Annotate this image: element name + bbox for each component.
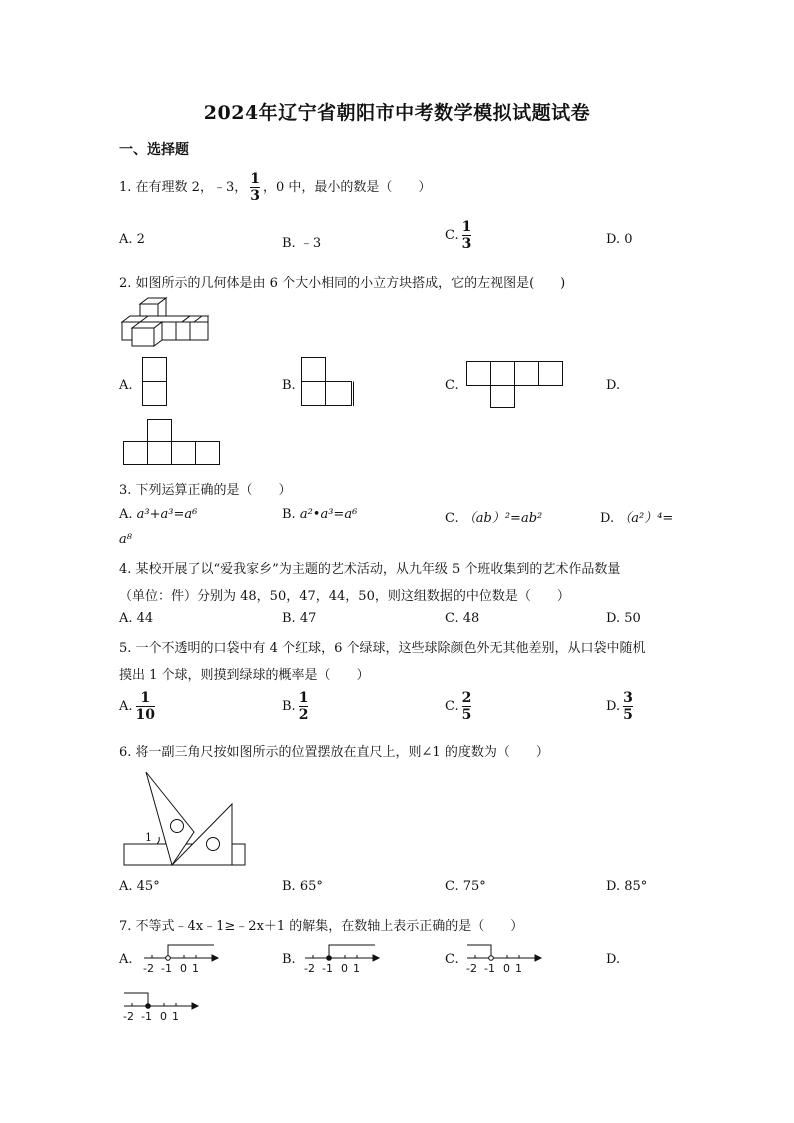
svg-text:-2: -2 <box>143 962 154 975</box>
svg-text:-1: -1 <box>141 1010 152 1023</box>
q3-option-b[interactable]: B. a²•a³=a⁶ <box>282 507 358 522</box>
q4-option-a[interactable]: A. 44 <box>119 611 154 626</box>
number-line-c <box>465 943 545 975</box>
section-heading: 一、选择题 <box>119 142 189 158</box>
svg-text:0: 0 <box>180 962 187 975</box>
q5-option-b[interactable]: B. $\frac{1}{2}$ <box>282 690 309 723</box>
q2-option-a[interactable]: A. <box>119 378 133 393</box>
svg-text:1: 1 <box>515 962 522 975</box>
question-6-stem: 6. 将一副三角尺按如图所示的位置摆放在直尺上，则∠1 的度数为（ ） <box>119 745 549 760</box>
question-4-stem-line2: （单位：件）分别为 48，50，47，44，50，则这组数据的中位数是（ ） <box>119 589 570 604</box>
svg-text:-1: -1 <box>322 962 333 975</box>
q4-option-c[interactable]: C. 48 <box>445 611 480 626</box>
svg-text:1: 1 <box>172 1010 179 1023</box>
q7-option-b[interactable]: B. <box>282 952 296 967</box>
q6-option-c[interactable]: C. 75° <box>445 879 486 894</box>
fraction: $\frac{1}{3}$ <box>250 171 260 204</box>
q1-option-a[interactable]: A. 2 <box>119 232 145 247</box>
svg-text:-2: -2 <box>304 962 315 975</box>
question-5-stem-line1: 5. 一个不透明的口袋中有 4 个红球，6 个绿球，这些球除颜色外无其他差别，从口袋中随机 <box>119 641 646 656</box>
cube-solid-figure <box>118 296 213 348</box>
q2-option-c[interactable]: C. <box>445 378 459 393</box>
q3-option-d[interactable]: D. （a²）⁴= <box>600 511 674 526</box>
angle-1-label: 1 <box>145 831 152 844</box>
svg-text:1: 1 <box>353 962 360 975</box>
q1-option-d[interactable]: D. 0 <box>606 232 633 247</box>
q2-option-c-figure <box>466 361 566 409</box>
triangle-ruler-figure <box>122 768 248 868</box>
q6-option-d[interactable]: D. 85° <box>606 879 648 894</box>
number-line-a <box>142 943 222 975</box>
q2-option-d-figure <box>123 419 223 467</box>
q7-option-a[interactable]: A. <box>119 952 133 967</box>
q4-option-b[interactable]: B. 47 <box>282 611 317 626</box>
page-title: 2024年辽宁省朝阳市中考数学模拟试题试卷 <box>203 102 591 124</box>
svg-text:0: 0 <box>341 962 348 975</box>
q1-option-b[interactable]: B. ﹣3 <box>282 236 322 251</box>
svg-text:-1: -1 <box>161 962 172 975</box>
question-1 <box>119 172 431 203</box>
q3-option-d-wrap: a⁸ <box>119 532 132 547</box>
question-5-stem-line2: 摸出 1 个球，则摸到绿球的概率是（ ） <box>119 668 370 683</box>
q7-option-d[interactable]: D. <box>606 952 621 967</box>
q2-option-d[interactable]: D. <box>606 378 621 393</box>
question-1-stem-tail: ，0 中，最小的数是（ ） <box>262 180 432 195</box>
question-2-stem: 2. 如图所示的几何体是由 6 个大小相同的小立方块搭成，它的左视图是( ) <box>119 276 566 291</box>
q2-option-b-figure <box>301 357 355 407</box>
svg-text:1: 1 <box>192 962 199 975</box>
number-line-d <box>122 991 202 1023</box>
q6-option-a[interactable]: A. 45° <box>119 879 160 894</box>
q5-option-c[interactable]: C. $\frac{2}{5}$ <box>445 690 472 723</box>
q4-option-d[interactable]: D. 50 <box>606 611 641 626</box>
question-7-stem: 7. 不等式﹣4x﹣1≥﹣2x＋1 的解集，在数轴上表示正确的是（ ） <box>119 919 524 934</box>
question-1-stem: 1. 在有理数 2，﹣3， <box>119 180 248 195</box>
question-4-stem-line1: 4. 某校开展了以“爱我家乡”为主题的艺术活动，从九年级 5 个班收集到的艺术作品数量 <box>119 562 621 577</box>
q1-option-c[interactable]: C. $\frac{1}{3}$ <box>445 219 472 252</box>
q3-option-c[interactable]: C. （ab）²=ab² <box>445 511 543 526</box>
q5-option-d[interactable]: D. $\frac{3}{5}$ <box>606 690 633 723</box>
svg-text:-1: -1 <box>484 962 495 975</box>
question-3-stem: 3. 下列运算正确的是（ ） <box>119 483 292 498</box>
q5-option-a[interactable]: A. $\frac{1}{10}$ <box>119 690 156 723</box>
svg-text:0: 0 <box>160 1010 167 1023</box>
number-line-b <box>303 943 383 975</box>
q2-option-a-figure <box>142 357 168 407</box>
svg-text:-2: -2 <box>123 1010 134 1023</box>
svg-text:-2: -2 <box>466 962 477 975</box>
q7-option-c[interactable]: C. <box>445 952 459 967</box>
q6-option-b[interactable]: B. 65° <box>282 879 323 894</box>
svg-text:0: 0 <box>503 962 510 975</box>
q2-option-b[interactable]: B. <box>282 378 296 393</box>
q3-option-a[interactable]: A. a³+a³=a⁶ <box>119 507 198 522</box>
